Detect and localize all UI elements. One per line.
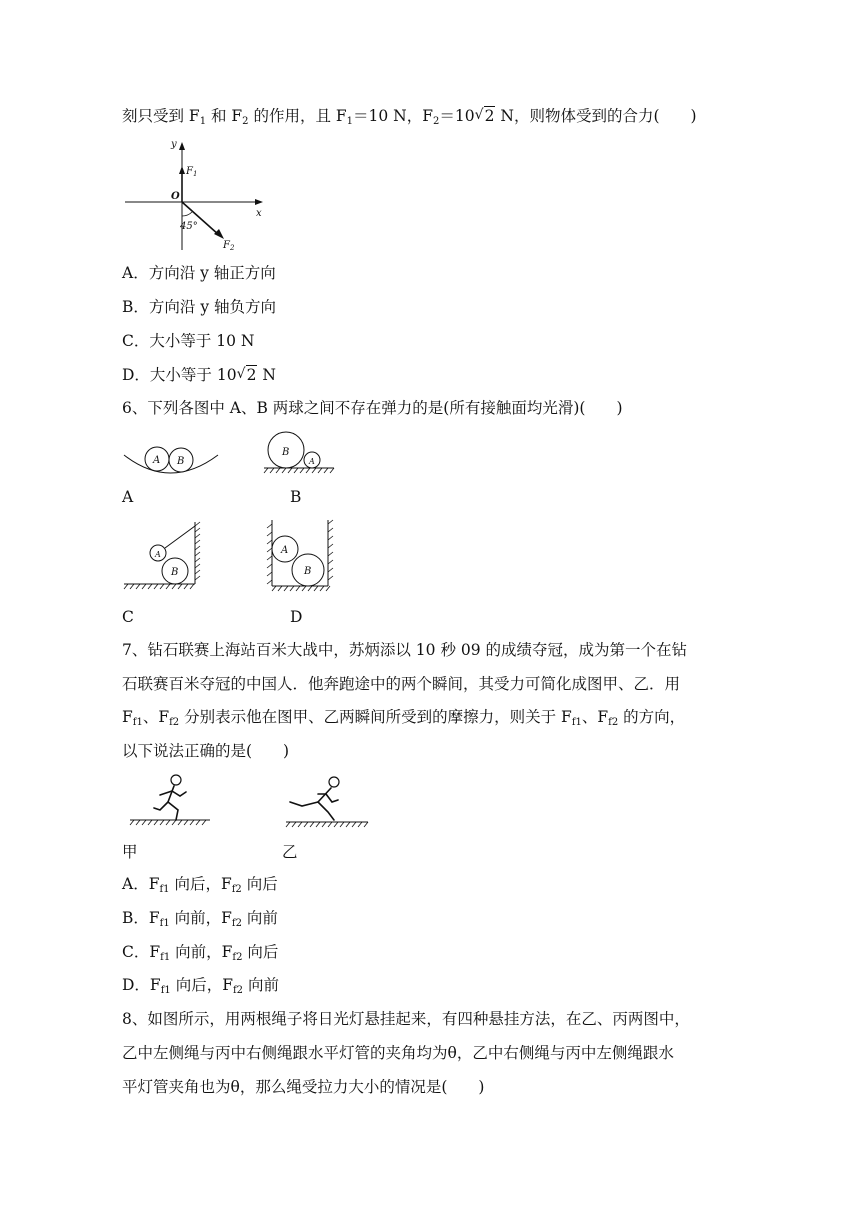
q7-option-b[interactable]: B．$F_{f1}$ 向前，$F_{f2}$ 向前: [122, 909, 278, 929]
q8-stem-line2: 乙中左侧绳与丙中右侧绳跟水平灯管的夹角均为θ，乙中右侧绳与丙中左侧绳跟水: [122, 1044, 674, 1062]
q6-caption-b: B: [290, 488, 302, 506]
q7-stem-line4: 以下说法正确的是( ): [122, 742, 290, 760]
q6-stem: 6、下列各图中 A、B 两球之间不存在弹力的是(所有接触面均光滑)( ): [122, 399, 623, 417]
runner-figure-yi: [282, 772, 372, 830]
angle-label: 45°: [180, 221, 198, 232]
f2-label: $F_2$: [223, 240, 235, 252]
svg-text:B: B: [177, 456, 185, 467]
y-axis-label: y: [171, 139, 177, 150]
caption-yi: 乙: [282, 843, 298, 861]
f1-label: $F_1$: [186, 166, 198, 178]
svg-text:A: A: [281, 545, 289, 556]
q8-stem-line3: 平灯管夹角也为θ，那么绳受拉力大小的情况是( ): [122, 1078, 485, 1096]
q5-stem: 刻只受到 $F_1$ 和 $F_2$ 的作用，且 $F_1=10$ N，$F_2=10√$ 2 N，则物体受到的合力( ): [122, 105, 697, 133]
q6-figure-a: [120, 435, 225, 485]
origin-label: O: [171, 191, 180, 202]
q7-stem-line2: 石联赛百米夺冠的中国人．他奔跑途中的两个瞬间，其受力可简化成图甲、乙．用: [122, 675, 681, 693]
q5-option-c[interactable]: C．大小等于 10 N: [122, 332, 255, 350]
q5-option-b[interactable]: B．方向沿 y 轴负方向: [122, 298, 277, 316]
q8-stem-line1: 8、如图所示，用两根绳子将日光灯悬挂起来，有四种悬挂方法，在乙、丙两图中，: [122, 1010, 690, 1028]
runner-figure-jia: [126, 772, 214, 830]
q7-option-c[interactable]: C．$F_{f1}$ 向前，$F_{f2}$ 向后: [122, 943, 279, 963]
svg-text:B: B: [304, 566, 312, 577]
svg-text:B: B: [282, 447, 290, 458]
q6-caption-c: C: [122, 608, 134, 626]
q7-stem-line1: 7、钻石联赛上海站百米大战中，苏炳添以 10 秒 09 的成绩夺冠，成为第一个在钻: [122, 641, 688, 659]
q5-option-a[interactable]: A．方向沿 y 轴正方向: [122, 264, 276, 282]
q7-option-d[interactable]: D．$F_{f1}$ 向后，$F_{f2}$ 向前: [122, 976, 279, 996]
svg-text:B: B: [171, 567, 179, 578]
q6-figure-b: [262, 428, 340, 476]
svg-text:A: A: [155, 550, 161, 559]
q7-option-a[interactable]: A．$F_{f1}$ 向后，$F_{f2}$ 向后: [122, 875, 278, 895]
svg-text:A: A: [309, 457, 315, 466]
caption-jia: 甲: [122, 843, 138, 861]
q6-caption-d: D: [290, 608, 303, 626]
x-axis-label: x: [256, 208, 262, 219]
force-diagram: [120, 138, 270, 253]
q6-figure-d: [262, 516, 338, 594]
q5-option-d[interactable]: D．大小等于 10√ 2 N: [122, 364, 276, 386]
q6-caption-a: A: [122, 488, 134, 506]
svg-text:A: A: [153, 455, 161, 466]
q7-stem-line3: $F_{f1}$、$F_{f2}$ 分别表示他在图甲、乙两瞬间所受到的摩擦力，则关于 $F_{f1}$、$F_{f2}$ 的方向，: [122, 708, 686, 728]
q6-figure-c: [120, 518, 208, 590]
